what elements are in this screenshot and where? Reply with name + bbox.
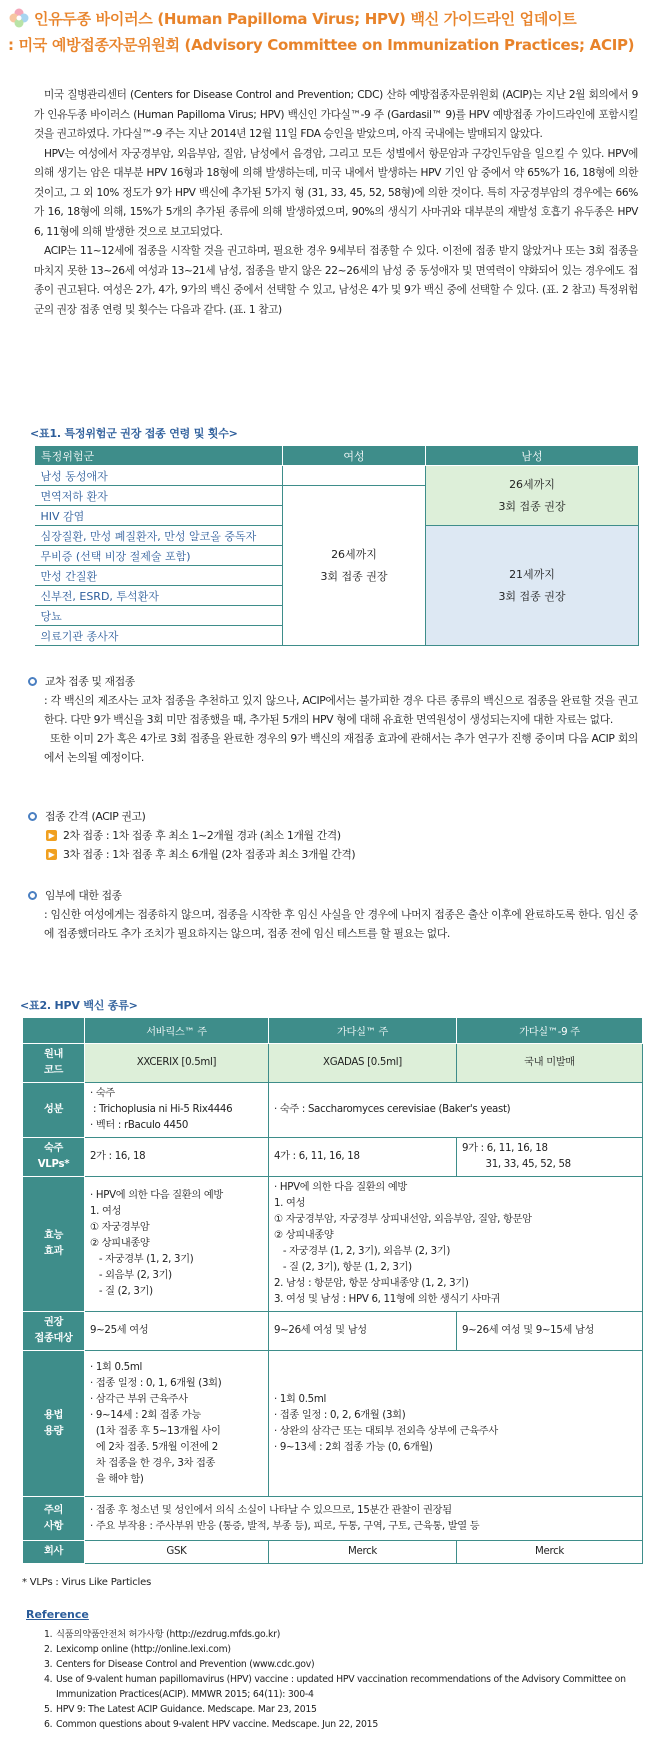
risk-group-row: 심장질환, 만성 폐질환자, 만성 알코올 중독자	[35, 526, 283, 546]
interval-item	[28, 826, 638, 845]
male-age-2: 21세까지	[509, 567, 555, 581]
reference-item: 4. Use of 9-valent human papillomavirus (HPV) vaccine : updated HPV vaccination recommendations of the Advisory Committee on Immunization Practices(ACIP). MMWR 2015; 64(11): 300-4	[44, 1672, 644, 1702]
vlp-cell: 9가 : 6, 11, 16, 18 31, 33, 45, 52, 58	[457, 1138, 643, 1177]
row-label-company: 회사	[23, 1541, 85, 1564]
efficacy-cell: · HPV에 의한 다음 질환의 예방 1. 여성 ① 자궁경부암 ② 상피내종양 - 자궁경부 (1, 2, 3기) - 외음부 (2, 3기) - 질 (2, 3기)	[85, 1177, 269, 1312]
vaccine-types-table	[22, 1017, 643, 1564]
interval-item-text: 2차 접종 : 1차 접종 후 최소 1~2개월 경과 (최소 1개월 간격)	[63, 829, 341, 842]
reference-text: Use of 9-valent human papillomavirus (HPV) vaccine : updated HPV vaccination recommendations of the Advisory Committee on Immunization Practices(ACIP). MMWR 2015; 64(11): 300-4	[56, 1674, 626, 1700]
company-cell: GSK	[85, 1541, 269, 1564]
table1-caption: <표1. 특정위험군 권장 접종 연령 및 횟수>	[30, 427, 238, 440]
table2-header-gardasil: 가다실™ 주	[269, 1018, 457, 1044]
interval-item	[28, 845, 638, 864]
reference-heading: Reference	[26, 1608, 89, 1621]
interval-heading: 접종 간격 (ACIP 권고)	[45, 810, 146, 823]
caution-cell: · 접종 후 청소년 및 성인에서 의식 소실이 나타날 수 있으므로, 15분간 관찰이 권장됨 · 주요 부작용 : 주사부위 반응 (통증, 발적, 부종 등), 피로, 두통, 구역, 구토, 근육통, 발열 등	[85, 1497, 643, 1541]
arrow-box-icon: ▶	[46, 849, 57, 860]
intro-text	[34, 86, 638, 320]
bullet-icon	[28, 891, 37, 900]
row-label-vlp: 숙주 VLPs*	[23, 1138, 85, 1177]
title-text-1: 인유두종 바이러스 (Human Papilloma Virus; HPV) 백신 가이드라인 업데이트	[34, 10, 577, 28]
risk-group-row: 면역저하 환자	[35, 486, 283, 506]
cross-text-2: 또한 이미 2가 혹은 4가로 3회 접종을 완료한 경우의 9가 백신의 재접종 효과에 관해서는 추가 연구가 진행 중이며 다음 ACIP 회의에서 논의될 예정이다.	[44, 732, 638, 764]
table1-header-female: 여성	[283, 446, 426, 466]
reference-item: 1. 식품의약품안전처 허가사항 (http://ezdrug.mfds.go.kr)	[44, 1629, 281, 1640]
code-cell: 국내 미발매	[457, 1044, 643, 1083]
dosage-cell: · 1회 0.5ml · 접종 일정 : 0, 2, 6개월 (3회) · 상완의 삼각근 또는 대퇴부 전외측 상부에 근육주사 · 9~13세 : 2회 접종 가능 (0, 6개월)	[269, 1351, 643, 1497]
title-line-2: : 미국 예방접종자문위원회 (Advisory Committee on Immunization Practices; ACIP)	[8, 36, 635, 54]
pregnancy-section	[28, 886, 638, 943]
vlp-cell: 2가 : 16, 18	[85, 1138, 269, 1177]
row-label-code: 원내 코드	[23, 1044, 85, 1083]
female-recommendation-cell	[283, 486, 426, 646]
pregnancy-heading: 임부에 대한 접종	[45, 889, 122, 902]
risk-group-row: HIV 감염	[35, 506, 283, 526]
company-cell: Merck	[269, 1541, 457, 1564]
vlp-footnote: * VLPs : Virus Like Particles	[22, 1577, 152, 1588]
reference-text: 식품의약품안전처 허가사항 (http://ezdrug.mfds.go.kr)	[56, 1629, 281, 1640]
bullet-icon	[28, 677, 37, 686]
table1-header-male: 남성	[426, 446, 639, 466]
reference-item: 2. Lexicomp online (http://online.lexi.com)	[44, 1644, 231, 1655]
component-cell: · 숙주 : Saccharomyces cerevisiae (Baker's yeast)	[269, 1083, 643, 1138]
table1-header-group: 특정위험군	[35, 446, 283, 466]
arrow-box-icon: ▶	[46, 830, 57, 841]
table2-caption: <표2. HPV 백신 종류>	[20, 999, 138, 1012]
reference-item: 6. Common questions about 9-valent HPV vaccine. Medscape. Jun 22, 2015	[44, 1719, 378, 1730]
female-doses: 3회 접종 권장	[320, 569, 388, 583]
component-cell: · 숙주 : Trichoplusia ni Hi-5 Rix4446 · 벡터 : rBaculo 4450	[85, 1083, 269, 1138]
pregnancy-text: : 임신한 여성에게는 접종하지 않으며, 접종을 시작한 후 임신 사실을 안 경우에 나머지 접종은 출산 이후에 완료하도록 한다. 임신 중에 접종했더라도 추가 조치가 필요하지는 않으며, 접종 전에 임신 테스트를 할 필요는 없다.	[44, 908, 638, 940]
target-cell: 9~26세 여성 및 남성	[269, 1312, 457, 1351]
table2-header-gardasil9: 가다실™-9 주	[457, 1018, 643, 1044]
title-line-1	[8, 6, 658, 32]
male-recommendation-cell-1	[426, 466, 639, 526]
risk-group-row: 무비증 (선택 비장 절제술 포함)	[35, 546, 283, 566]
cross-heading: 교차 접종 및 재접종	[45, 675, 135, 688]
dosage-cell: · 1회 0.5ml · 접종 일정 : 0, 1, 6개월 (3회) · 삼각근 부위 근육주사 · 9~14세 : 2회 접종 가능 (1차 접종 후 5~13개월 사이 에 2차 접종. 5개월 이전에 2 차 접종을 한 경우, 3차 접종 을 해야 함)	[85, 1351, 269, 1497]
reference-text: Lexicomp online (http://online.lexi.com)	[56, 1644, 231, 1655]
male-recommendation-cell-2	[426, 526, 639, 646]
interval-item-text: 3차 접종 : 1차 접종 후 최소 6개월 (2차 접종과 최소 3개월 간격)	[63, 848, 356, 861]
table2-corner	[23, 1018, 85, 1044]
risk-group-table	[34, 445, 639, 646]
title-block	[8, 6, 658, 58]
cross-vaccination-section	[28, 672, 638, 767]
vlp-cell: 4가 : 6, 11, 16, 18	[269, 1138, 457, 1177]
female-blank-cell	[283, 466, 426, 486]
reference-list	[44, 1627, 644, 1732]
male-age-1: 26세까지	[509, 477, 555, 491]
efficacy-cell: · HPV에 의한 다음 질환의 예방 1. 여성 ① 자궁경부암, 자궁경부 상피내선암, 외음부암, 질암, 항문암 ② 상피내종양 - 자궁경부 (1, 2, 3기), 외음부 (2, 3기) - 질 (2, 3기), 항문 (1, 2, 3기) 2. 남성 : 항문암, 항문 상피내종양 (1, 2, 3기) 3. 여성 및 남성 : HPV 6, 11형에 의한 생식기 사마귀	[269, 1177, 643, 1312]
code-cell: XXCERIX [0.5ml]	[85, 1044, 269, 1083]
cross-text-1: : 각 백신의 제조사는 교차 접종을 추천하고 있지 않으나, ACIP에서는 불가피한 경우 다른 종류의 백신으로 접종을 완료할 것을 권고한다. 다만 9가 백신을 3회 미만 접종했을 때, 추가된 5개의 HPV 형에 대해 유효한 면역원성이 생성되는지에 대한 자료는 없다.	[44, 694, 638, 726]
reference-item: 5. HPV 9: The Latest ACIP Guidance. Medscape. Mar 23, 2015	[44, 1704, 317, 1715]
company-cell: Merck	[457, 1541, 643, 1564]
intro-paragraph-2: HPV는 여성에서 자궁경부암, 외음부암, 질암, 남성에서 음경암, 그리고 모든 성별에서 항문암과 구강인두암을 일으킬 수 있다. HPV에 의해 생기는 암은 대부분 HPV 16형과 18형에 의해 발생하는데, 미국 내에서 발생하는 HPV 기인 암 중에서 약 65%가 16, 18형에 의한 것이고, 그 외 10% 정도가 9가 HPV 백신에 추가된 5가지 형 (31, 33, 45, 52, 58형)에 의한 것이다. 특히 자궁경부암의 경우에는 66%가 16, 18형에 의해, 15%가 5개의 추가된 종류에 의해 발생하였으며, 90%의 생식기 사마귀와 대부분의 재발성 호흡기 유두종은 HPV 6, 11형에 의해 발생한 것으로 보고되었다.	[34, 147, 638, 238]
flower-icon	[8, 7, 30, 29]
reference-text: HPV 9: The Latest ACIP Guidance. Medscape. Mar 23, 2015	[56, 1704, 317, 1715]
table2-header-cervarix: 서바릭스™ 주	[85, 1018, 269, 1044]
reference-item: 3. Centers for Disease Control and Prevention (www.cdc.gov)	[44, 1659, 315, 1670]
male-doses-1: 3회 접종 권장	[498, 499, 566, 513]
row-label-target: 권장 접종대상	[23, 1312, 85, 1351]
row-label-component: 성분	[23, 1083, 85, 1138]
row-label-dosage: 용법 용량	[23, 1351, 85, 1497]
bullet-icon	[28, 812, 37, 821]
reference-text: Common questions about 9-valent HPV vaccine. Medscape. Jun 22, 2015	[56, 1719, 378, 1730]
interval-section	[28, 807, 638, 864]
risk-group-row: 신부전, ESRD, 투석환자	[35, 586, 283, 606]
target-cell: 9~26세 여성 및 9~15세 남성	[457, 1312, 643, 1351]
target-cell: 9~25세 여성	[85, 1312, 269, 1351]
code-cell: XGADAS [0.5ml]	[269, 1044, 457, 1083]
intro-paragraph-3: ACIP는 11~12세에 접종을 시작할 것을 권고하며, 필요한 경우 9세부터 접종할 수 있다. 이전에 접종 받지 않았거나 또는 3회 접종을 마치지 못한 13~26세 여성과 13~21세 남성, 접종을 받지 않은 22~26세의 남성 중 동성애자 및 면역력이 약화되어 있는 경우에도 접종이 권고된다. 여성은 2가, 4가, 9가의 백신 중에서 선택할 수 있고, 남성은 4가 및 9가 백신 중에 선택할 수 있다. (표. 2 참고) 특정위험군의 권장 접종 연령 및 횟수는 다음과 같다. (표. 1 참고)	[34, 245, 638, 316]
female-age: 26세까지	[331, 547, 377, 561]
male-doses-2: 3회 접종 권장	[498, 589, 566, 603]
risk-group-row: 남성 동성애자	[35, 466, 283, 486]
risk-group-row: 만성 간질환	[35, 566, 283, 586]
row-label-caution: 주의 사항	[23, 1497, 85, 1541]
intro-paragraph-1: 미국 질병관리센터 (Centers for Disease Control and Prevention; CDC) 산하 예방접종자문위원회 (ACIP)는 지난 2월 회의에서 9가 인유두종 바이러스 (Human Papilloma Virus; HPV) 백신인 가다실™-9 주 (Gardasil™ 9)를 HPV 예방접종 가이드라인에 포함시킬 것을 권고하였다. 가다실™-9 주는 지난 2014년 12월 11일 FDA 승인을 받았으며, 아직 국내에는 발매되지 않았다.	[34, 89, 638, 140]
reference-text: Centers for Disease Control and Prevention (www.cdc.gov)	[56, 1659, 315, 1670]
row-label-efficacy: 효능 효과	[23, 1177, 85, 1312]
risk-group-row: 의료기관 종사자	[35, 626, 283, 646]
risk-group-row: 당뇨	[35, 606, 283, 626]
